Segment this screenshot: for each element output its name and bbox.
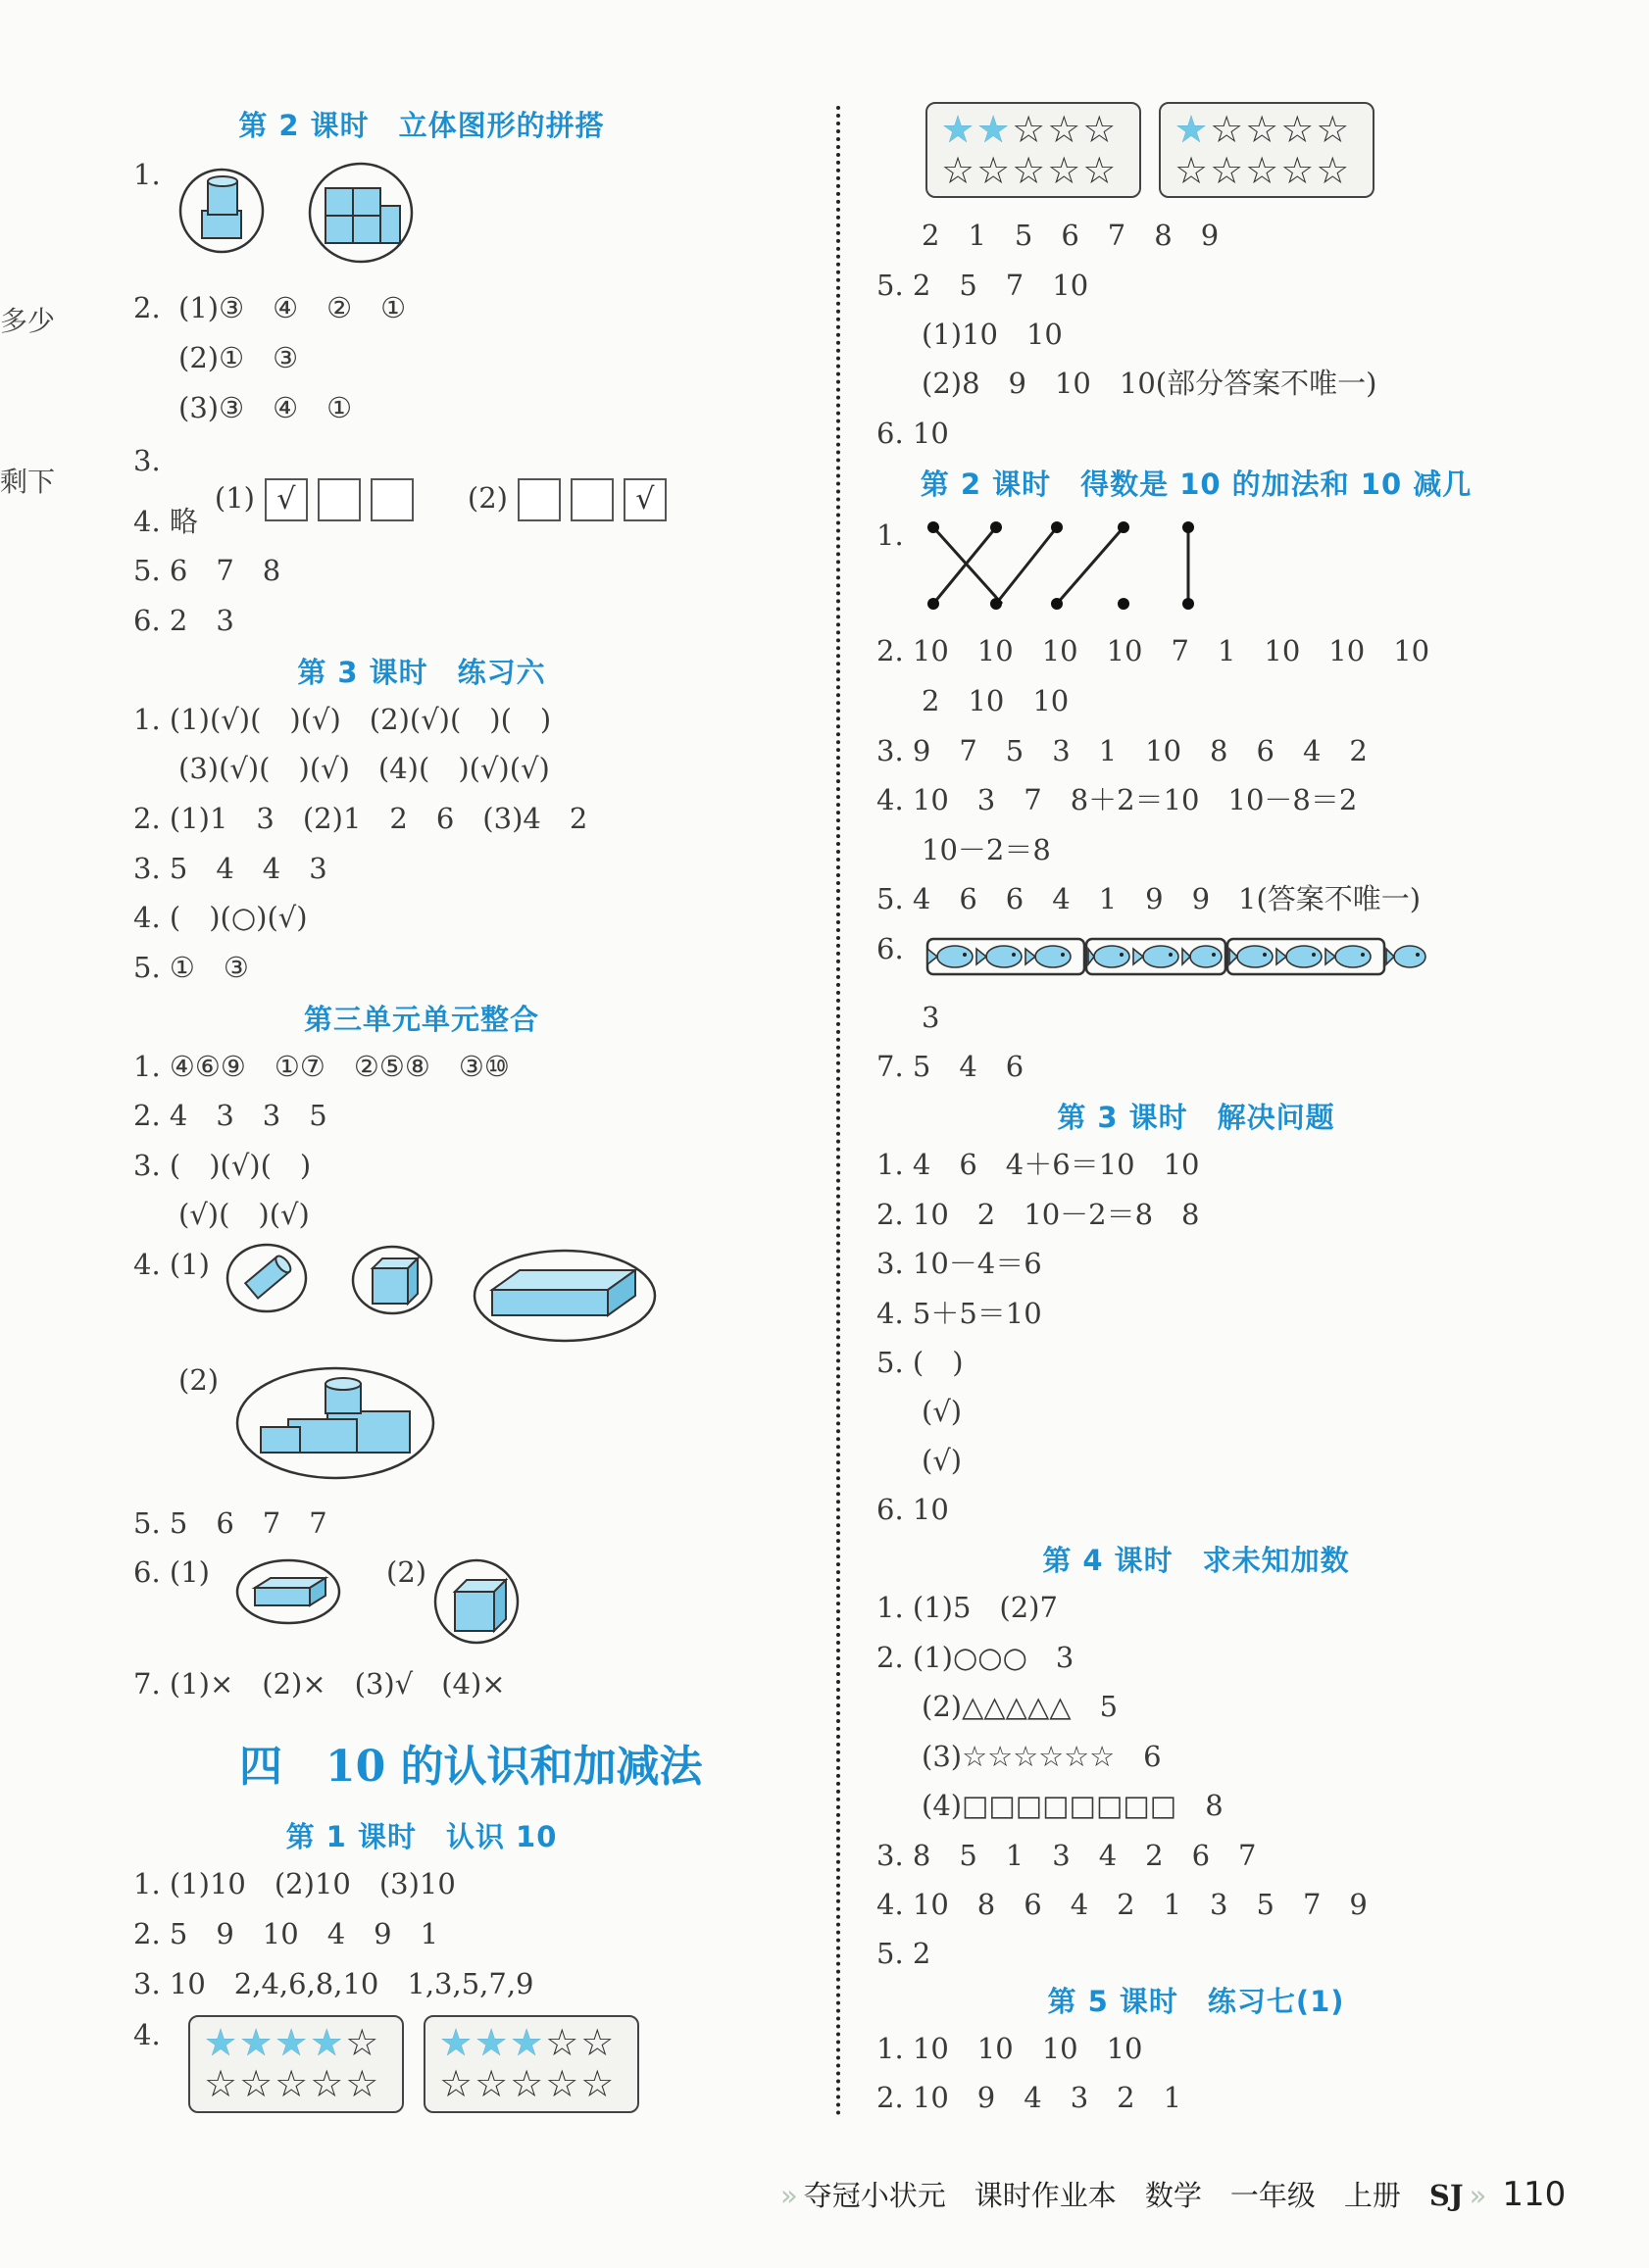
answer-line: 5. 6 7 8 — [133, 554, 281, 587]
answer-line: 5. 4 6 6 4 1 9 9 1(答案不唯一) — [876, 882, 1422, 915]
answer-line: 1. (1)5 (2)7 — [876, 1591, 1058, 1624]
answer-line: 2. 10 9 4 3 2 1 — [876, 2081, 1182, 2114]
star-row: ☆☆☆☆☆ — [439, 2062, 617, 2105]
answer-line: 3. 8 5 1 3 4 2 6 7 — [876, 1839, 1257, 1872]
question-number: 2. — [133, 291, 161, 324]
answer-line: 4. ( )(○)(√) — [133, 901, 308, 934]
answer-line: 2. 10 10 10 10 7 1 10 10 10 — [876, 634, 1430, 667]
answer-line: 1. ④⑥⑨ ①⑦ ②⑤⑧ ③⑩ — [133, 1050, 510, 1083]
star-box — [424, 2015, 639, 2113]
answer-line: 4. 10 3 7 8＋2＝10 10－8＝2 — [876, 783, 1358, 816]
q3-part1 — [178, 443, 414, 557]
left-edge-fragment: 剩下 — [0, 466, 56, 498]
chapter-title: 四 10 的认识和加减法 — [239, 1742, 703, 1792]
answer-line: 5. ( ) — [876, 1346, 964, 1379]
answer-line: (4)□□□□□□□□ 8 — [922, 1789, 1224, 1822]
matching-lines — [920, 514, 1214, 612]
answer-line: (2)△△△△△ 5 — [922, 1690, 1119, 1723]
answer-line: 2. (1)○○○ 3 — [876, 1641, 1074, 1674]
answer-line: 2. 4 3 3 5 — [133, 1099, 327, 1132]
answer-line: (3)☆☆☆☆☆☆ 6 — [922, 1740, 1162, 1773]
question-number: 1. — [876, 518, 904, 552]
answer-line: (2)① ③ — [178, 341, 299, 374]
section-heading: 第 2 课时 得数是 10 的加法和 10 减几 — [920, 468, 1473, 501]
answer-line: 2 10 10 — [922, 684, 1070, 717]
answer-line: 3. ( )(√)( ) — [133, 1149, 312, 1182]
solid-figures-u3q4-2 — [233, 1364, 439, 1482]
answer-line: (1)10 10 — [922, 318, 1063, 351]
answer-line: 5. 5 6 7 7 — [133, 1506, 327, 1540]
answer-line: (3)(√)( )(√) (4)( )(√)(√) — [178, 752, 550, 785]
answer-line: 6. (1) — [133, 1555, 210, 1589]
answer-line: 3. 5 4 4 3 — [133, 852, 327, 885]
star-row: ★★★☆☆ — [439, 2021, 617, 2064]
answer-line: 6. 10 — [876, 417, 949, 450]
fish-groups — [925, 935, 1435, 978]
question-number: 4. — [133, 2018, 161, 2051]
answer-line: 2. (1)1 3 (2)1 2 6 (3)4 2 — [133, 802, 588, 835]
answer-line: 4. 略 — [133, 505, 198, 538]
section-heading: 第三单元单元整合 — [303, 1003, 539, 1036]
answer-line: 2. 10 2 10－2＝8 8 — [876, 1198, 1200, 1231]
section-heading: 第 4 课时 求未知加数 — [1042, 1544, 1350, 1577]
answer-line: 3. 10 2,4,6,8,10 1,3,5,7,9 — [133, 1967, 534, 2000]
star-box — [188, 2015, 404, 2113]
part-label: (1) — [214, 481, 255, 515]
answer-line: 4. 5＋5＝10 — [876, 1297, 1042, 1330]
answer-line: 3 — [922, 1001, 940, 1034]
footer-volume: 上册 — [1343, 2179, 1401, 2212]
answer-box — [318, 478, 361, 521]
question-number: 1. — [133, 158, 161, 191]
footer-arrow-icon: » — [1469, 2179, 1487, 2212]
footer-subject: 数学 — [1144, 2179, 1202, 2212]
star-row: ★★★★☆ — [204, 2021, 381, 2064]
answer-line: 7. 5 4 6 — [876, 1050, 1024, 1083]
solid-figures-q1 — [178, 162, 424, 270]
star-row: ☆☆☆☆☆ — [1174, 149, 1352, 192]
answer-line: (1)③ ④ ② ① — [178, 291, 407, 324]
footer-brand: 夺冠小状元 — [803, 2179, 946, 2212]
answer-line: 6. 10 — [876, 1493, 949, 1526]
section-heading: 第 3 课时 练习六 — [297, 656, 546, 689]
answer-line: 6. 2 3 — [133, 604, 234, 637]
answer-line: 5. 2 5 7 10 — [876, 269, 1089, 302]
star-row: ★★☆☆☆ — [941, 108, 1119, 151]
q3-part2 — [431, 443, 667, 557]
left-edge-fragment: 多少 — [0, 305, 56, 337]
question-number: 3. — [133, 444, 161, 477]
answer-line: (2) — [178, 1363, 220, 1397]
footer-edition: SJ — [1428, 2179, 1464, 2212]
section-heading: 第 1 课时 认识 10 — [285, 1820, 558, 1853]
star-box — [1159, 102, 1374, 198]
answer-line: 3. 10－4＝6 — [876, 1247, 1042, 1280]
answer-line: 2. 5 9 10 4 9 1 — [133, 1917, 439, 1950]
answer-line: 7. (1)× (2)× (3)√ (4)× — [133, 1667, 506, 1701]
part-label: (2) — [467, 481, 508, 515]
footer-book: 课时作业本 — [974, 2179, 1117, 2212]
answer-line: 3. 9 7 5 3 1 10 8 6 4 2 — [876, 734, 1368, 767]
column-divider — [836, 106, 840, 2117]
cuboid-icon — [235, 1558, 343, 1627]
answer-box — [518, 478, 561, 521]
section-heading: 第 5 课时 练习七(1) — [1047, 1985, 1345, 2018]
page-number: 110 — [1502, 2175, 1567, 2214]
answer-line: 5. ① ③ — [133, 951, 249, 984]
star-row: ☆☆☆☆☆ — [941, 149, 1119, 192]
answer-line: (2) — [386, 1555, 427, 1589]
answer-box-checked: √ — [624, 478, 667, 521]
section-heading: 第 2 课时 立体图形的拼搭 — [238, 109, 605, 142]
star-row: ★☆☆☆☆ — [1174, 108, 1352, 151]
footer-arrow-icon: » — [780, 2179, 798, 2212]
footer-grade: 一年级 — [1229, 2179, 1316, 2212]
answer-line: (2)8 9 10 10(部分答案不唯一) — [922, 367, 1377, 400]
answer-line: 1. 4 6 4＋6＝10 10 — [876, 1148, 1200, 1181]
answer-line: 2 1 5 6 7 8 9 — [922, 219, 1220, 252]
page-footer — [775, 2174, 1566, 2214]
answer-line: (√)( )(√) — [178, 1198, 310, 1231]
star-row: ☆☆☆☆☆ — [204, 2062, 381, 2105]
section-heading: 第 3 课时 解决问题 — [1057, 1101, 1335, 1134]
answer-box — [571, 478, 614, 521]
cube-icon — [433, 1558, 522, 1647]
answer-box-checked: √ — [265, 478, 308, 521]
answer-line: 10－2＝8 — [922, 833, 1051, 866]
answer-line: 1. (1)10 (2)10 (3)10 — [133, 1867, 456, 1900]
answer-line: (√) — [922, 1444, 963, 1477]
answer-line: 1. 10 10 10 10 — [876, 2032, 1143, 2065]
answer-line: 4. (1) — [133, 1248, 210, 1281]
answer-line: 5. 2 — [876, 1937, 931, 1970]
solid-figures-u3q4-1 — [225, 1239, 667, 1347]
answer-box — [371, 478, 414, 521]
answer-line: (3)③ ④ ① — [178, 391, 353, 424]
answer-line: 4. 10 8 6 4 2 1 3 5 7 9 — [876, 1888, 1368, 1921]
question-number: 6. — [876, 932, 904, 965]
star-box — [925, 102, 1141, 198]
answer-line: (√) — [922, 1395, 963, 1428]
answer-line: 1. (1)(√)( )(√) (2)(√)( )( ) — [133, 703, 552, 736]
